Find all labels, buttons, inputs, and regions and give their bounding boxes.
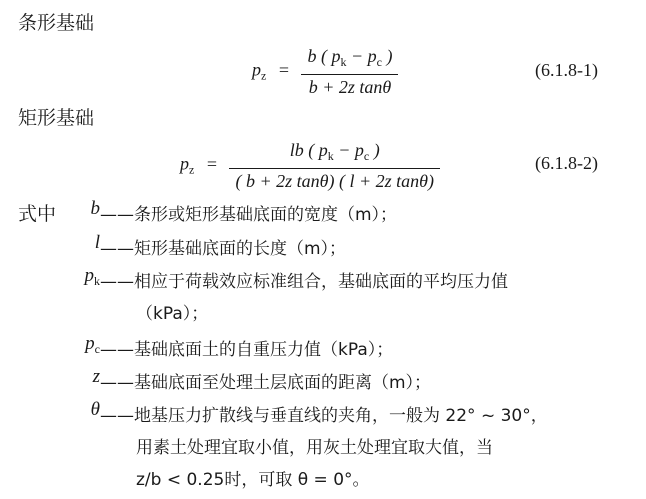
section-title-rect: 矩形基础	[18, 107, 95, 129]
eq2-lhs: p	[180, 153, 189, 174]
equation-1	[252, 44, 398, 99]
def-theta-text: ——地基压力扩散线与垂直线的夹角，一般为 22° ~ 30°，	[100, 406, 548, 426]
def-b-symbol: b	[90, 198, 100, 219]
def-pc-text: ——基础底面土的自重压力值（kPa）；	[100, 340, 394, 360]
eq2-fraction	[229, 138, 439, 193]
eq2-denominator: ( b + 2z tanθ) ( l + 2z tanθ)	[235, 171, 434, 191]
equation-2	[180, 138, 440, 193]
eq1-lhs: p	[252, 59, 261, 80]
eq2-number: (6.1.8-2)	[535, 153, 598, 173]
def-theta-text-2: 用素土处理宜取小值，用灰土处理宜取大值，当	[136, 438, 493, 458]
def-theta-text-3: z/b < 0.25时，可取 θ = 0°。	[136, 470, 370, 490]
def-l-text: ——矩形基础底面的长度（m）；	[100, 239, 347, 259]
def-z-symbol: z	[92, 366, 100, 387]
def-theta-symbol: θ	[90, 399, 100, 420]
section-title-strip: 条形基础	[18, 12, 95, 34]
eq1-denominator: b + 2z tanθ	[308, 77, 392, 97]
where-label: 式中	[18, 203, 57, 225]
def-l-symbol: l	[94, 232, 100, 253]
eq1-fraction	[301, 44, 398, 99]
eq2-equals: =	[206, 153, 217, 174]
eq1-equals: =	[278, 59, 289, 80]
def-z-text: ——基础底面至处理土层底面的距离（m）；	[100, 373, 432, 393]
def-pc-symbol: $p_c$	[85, 333, 100, 356]
eq1-number: (6.1.8-1)	[535, 60, 598, 80]
def-pk-text: ——相应于荷载效应标准组合，基础底面的平均压力值	[100, 272, 508, 292]
eq2-lhs-sub: z	[189, 162, 195, 177]
def-b-text: ——条形或矩形基础底面的宽度（m）；	[100, 205, 398, 225]
def-pk-symbol: $p_k$	[84, 265, 100, 288]
eq2-numerator: lb ( $p_k - p_c$ )	[289, 140, 380, 163]
eq1-lhs-sub: z	[261, 68, 267, 83]
def-pk-text-2: （kPa）；	[136, 304, 209, 324]
eq1-numerator: b ( $p_k - p_c$ )	[307, 46, 393, 69]
